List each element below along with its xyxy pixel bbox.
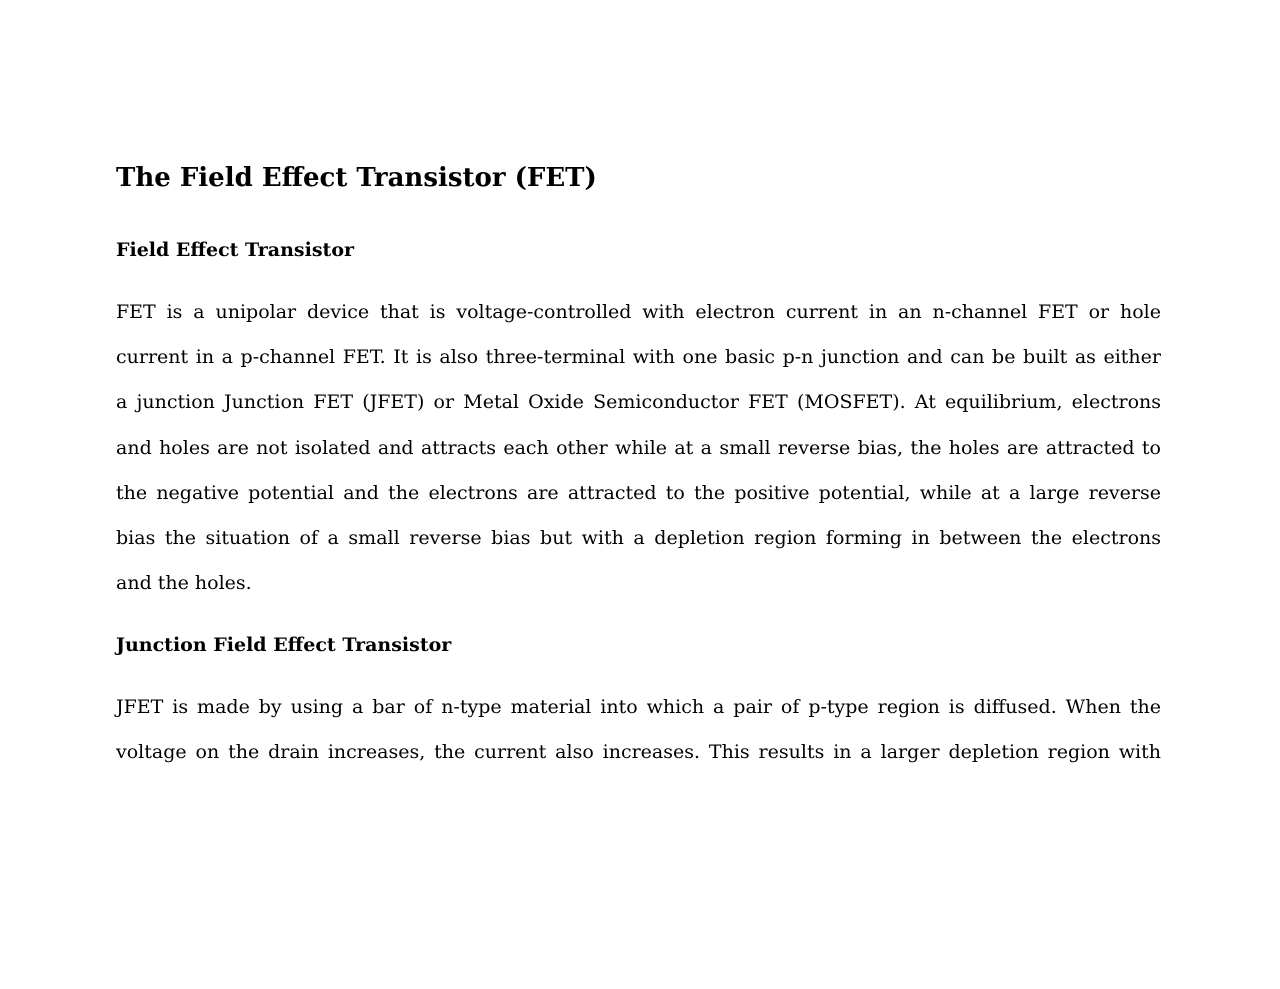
paragraph-jfet [116,690,1161,780]
paragraph-line: and holes are not isolated and attracts each other while at a small reverse bias, the holes are attracted to [116,436,1161,459]
paragraph-line: the negative potential and the electrons are attracted to the positive potential, while at a large reverse [116,481,1161,504]
paragraph-line: JFET is made by using a bar of n-type material into which a pair of p-type region is diffused. When the [116,696,1161,718]
paragraph-line: a junction Junction FET (JFET) or Metal Oxide Semiconductor FET (MOSFET). At equilibrium, electrons [116,391,1161,414]
paragraph-line: current in a p-channel FET. It is also three-terminal with one basic p-n junction and can be built as either [116,346,1161,369]
paragraph-fet [116,295,1161,611]
paragraph-line: FET is a unipolar device that is voltage-controlled with electron current in an n-channel FET or hole [116,301,1161,323]
document-title: The Field Effect Transistor (FET) [116,163,597,193]
paragraph-line: bias the situation of a small reverse bias but with a depletion region forming in between the electrons [116,526,1161,549]
paragraph-line: voltage on the drain increases, the current also increases. This results in a larger depletion region with [116,741,1161,764]
paragraph-line: and the holes. [116,572,252,595]
section-heading-jfet: Junction Field Effect Transistor [116,634,452,656]
section-heading-fet: Field Effect Transistor [116,239,355,261]
